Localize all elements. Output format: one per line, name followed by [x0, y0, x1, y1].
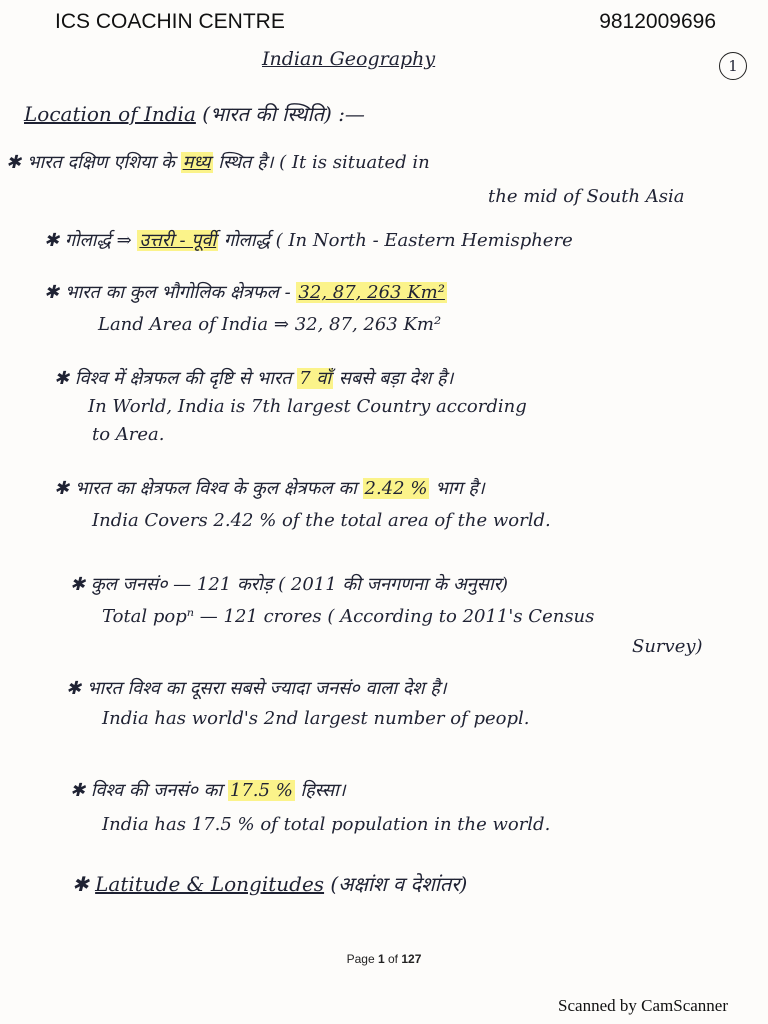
text: भारत का कुल भौगोलिक क्षेत्रफल - — [64, 282, 291, 303]
bullet-8-en: India has 17.5 % of total population in the world. — [102, 814, 551, 835]
text: भारत का क्षेत्रफल विश्व के कुल क्षेत्रफल का — [74, 478, 357, 499]
section-latitude-en: Latitude & Longitudes — [95, 872, 325, 896]
bullet-1: ✱ भारत दक्षिण एशिया के मध्य स्थित है। ( It is situated in — [6, 152, 430, 173]
scanner-watermark: Scanned by CamScanner — [558, 996, 728, 1015]
bullet-7: ✱ भारत विश्व का दूसरा सबसे ज्यादा जनसं० वाला देश है। — [66, 678, 447, 699]
text: स्थित है। ( It is situated in — [218, 152, 430, 173]
bullet-4-en1: In World, India is 7th largest Country according — [88, 396, 527, 417]
bullet-2: ✱ गोलार्द्ध ⇒ उत्तरी - पूर्वी गोलार्द्ध ( In North - Eastern Hemisphere — [44, 230, 573, 251]
text: कुल जनसं० — 121 करोड़ ( 2011 की जनगणना के अनुसार) — [90, 574, 509, 595]
bullet-3-en: Land Area of India ⇒ 32, 87, 263 Km² — [98, 314, 442, 335]
header-org: ICS COACHIN CENTRE — [55, 10, 285, 33]
text: गोलार्द्ध ⇒ — [64, 230, 132, 251]
section-location-en: Location of India — [24, 102, 196, 126]
bullet-7-en: India has world's 2nd largest number of peopl. — [102, 708, 530, 729]
bullet-8: ✱ विश्व की जनसं० का 17.5 % हिस्सा। — [70, 780, 346, 801]
footer-page-num: 1 — [377, 952, 385, 966]
bullet-6-en2: Survey) — [632, 636, 703, 657]
text: सबसे बड़ा देश है। — [338, 368, 454, 389]
page-footer — [0, 952, 768, 966]
text: भारत विश्व का दूसरा सबसे ज्यादा जनसं० वाला देश है। — [86, 678, 447, 699]
highlight: 2.42 % — [364, 478, 428, 499]
highlight: 7 वाँ — [299, 368, 332, 389]
page-number-circle: 1 — [719, 52, 747, 80]
section-location — [24, 100, 365, 127]
text: भारत दक्षिण एशिया के — [26, 152, 175, 173]
text: भाग है। — [435, 478, 485, 499]
bullet-1-en: the mid of South Asia — [488, 186, 685, 207]
text: हिस्सा। — [300, 780, 346, 801]
bullet-3: ✱ भारत का कुल भौगोलिक क्षेत्रफल - 32, 87, 263 Km² — [44, 282, 445, 303]
footer-prefix: Page — [346, 952, 378, 966]
bullet-6: ✱ कुल जनसं० — 121 करोड़ ( 2011 की जनगणना के अनुसार) — [70, 574, 509, 595]
bullet-6-en1: Total popⁿ — 121 crores ( According to 2011's Census — [102, 606, 595, 627]
bullet-5: ✱ भारत का क्षेत्रफल विश्व के कुल क्षेत्रफल का 2.42 % भाग है। — [54, 478, 485, 499]
highlight: 32, 87, 263 Km² — [298, 282, 445, 303]
highlight: 17.5 % — [229, 780, 293, 801]
text: विश्व में क्षेत्रफल की दृष्टि से भारत — [74, 368, 292, 389]
highlight: उत्तरी - पूर्वी — [139, 230, 217, 251]
footer-page-total: 127 — [401, 952, 422, 966]
bullet-5-en: India Covers 2.42 % of the total area of the world. — [92, 510, 551, 531]
section-latitude-hi: (अक्षांश व देशांतर) — [330, 872, 468, 896]
bullet-4-en2: to Area. — [92, 424, 165, 445]
footer-of: of — [384, 952, 402, 966]
page-title: Indian Geography — [262, 48, 436, 70]
text: गोलार्द्ध ( In North - Eastern Hemisphere — [223, 230, 573, 251]
highlight: मध्य — [182, 152, 211, 173]
text: विश्व की जनसं० का — [90, 780, 223, 801]
bullet-4: ✱ विश्व में क्षेत्रफल की दृष्टि से भारत 7 वाँ सबसे बड़ा देश है। — [54, 368, 454, 389]
section-latitude: ✱ Latitude & Longitudes (अक्षांश व देशांतर) — [72, 872, 468, 896]
section-location-hi: (भारत की स्थिति) :— — [202, 102, 365, 126]
header-phone: 9812009696 — [599, 10, 716, 33]
